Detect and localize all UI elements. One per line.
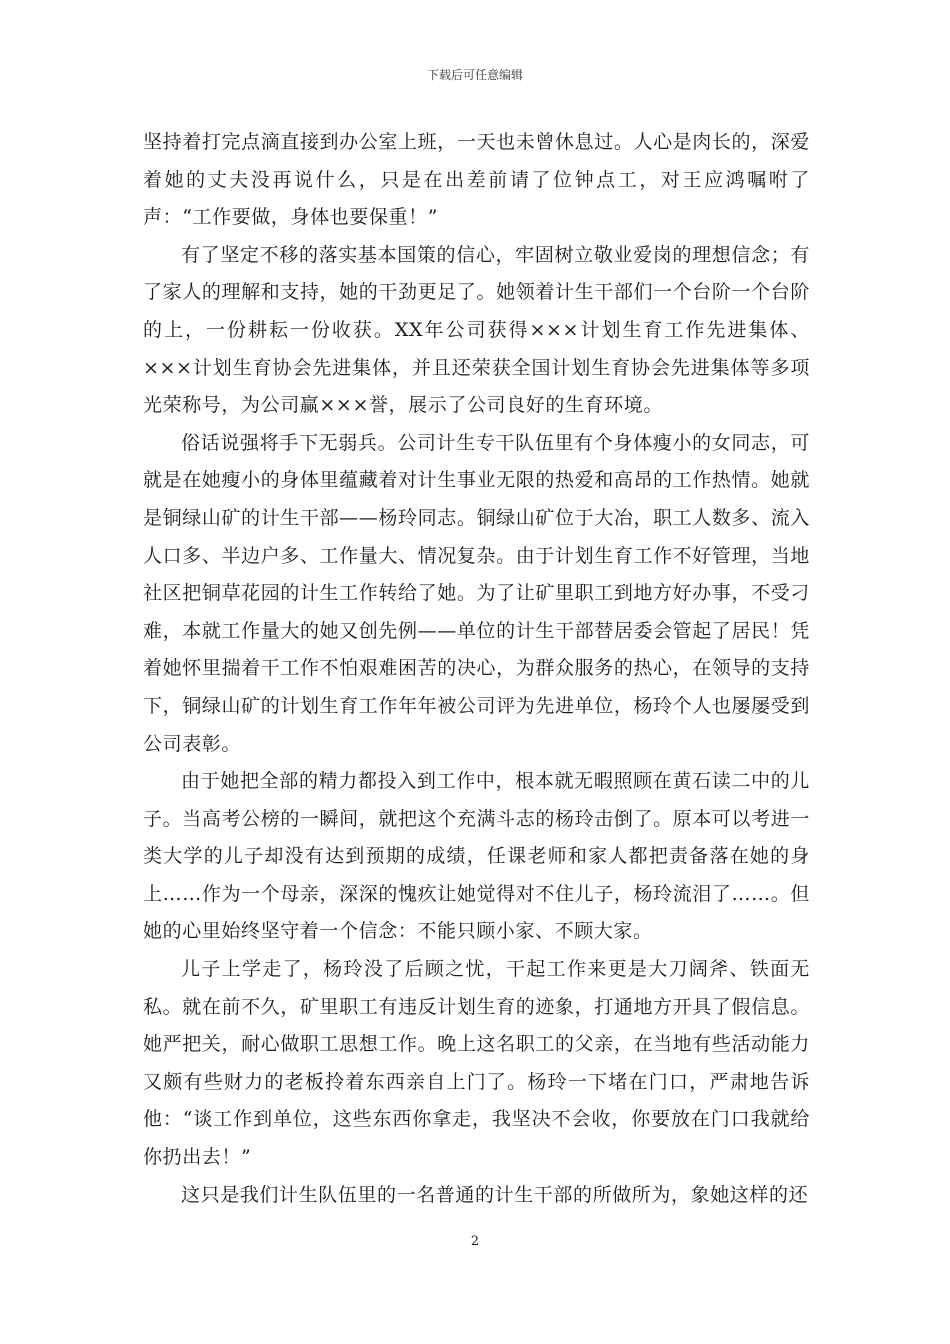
- paragraph-6: 这只是我们计生队伍里的一名普通的计生干部的所做所为，象她这样的还: [181, 1183, 809, 1206]
- paragraph-1: 坚持着打完点滴直接到办公室上班，一天也未曾休息过。人心是肉长的，深爱着她的丈夫没再说什么，只是在出差前请了位钟点工，对王应鸿嘱咐了声：“工作要做，身体也要保重！”: [143, 131, 810, 229]
- document-body: [143, 124, 810, 1214]
- paragraph-3: 俗话说强将手下无弱兵。公司计生专干队伍里有个身体瘦小的女同志，可就是在她瘦小的身体里蕴藏着对计生事业无限的热爱和高昂的工作热情。她就是铜绿山矿的计生干部——杨玲同志。铜绿山矿位于大冶，职工人数多、流入人口多、半边户多、工作量大、情况复杂。由于计划生育工作不好管理，当地社区把铜草花园的计生工作转给了她。为了让矿里职工到地方好办事，不受刁难，本就工作量大的她又创先例——单位的计生干部替居委会管起了居民！凭着她怀里揣着干工作不怕艰难困苦的决心，为群众服务的热心，在领导的支持下，铜绿山矿的计划生育工作年年被公司评为先进单位，杨玲个人也屡屡受到公司表彰。: [143, 431, 810, 755]
- paragraph-4: 由于她把全部的精力都投入到工作中，根本就无暇照顾在黄石读二中的儿子。当高考公榜的一瞬间，就把这个充满斗志的杨玲击倒了。原本可以考进一类大学的儿子却没有达到预期的成绩，任课老师和家人都把责备落在她的身上……作为一个母亲，深深的愧疚让她觉得对不住儿子，杨玲流泪了……。但她的心里始终坚守着一个信念：不能只顾小家、不顾大家。: [143, 770, 810, 943]
- page-number: 2: [470, 1234, 480, 1249]
- page-header: 下载后可任意编辑: [426, 68, 523, 82]
- paragraph-5: 儿子上学走了，杨玲没了后顾之忧，干起工作来更是大刀阔斧、铁面无私。就在前不久，矿里职工有违反计划生育的迹象，打通地方开具了假信息。她严把关，耐心做职工思想工作。晚上这名职工的父亲，在当地有些活动能力又颇有些财力的老板拎着东西亲自上门了。杨玲一下堵在门口，严肃地告诉他：“谈工作到单位，这些东西你拿走，我坚决不会收，你要放在门口我就给你扔出去！”: [143, 958, 810, 1169]
- paragraph-2: 有了坚定不移的落实基本国策的信心，牢固树立敬业爱岗的理想信念；有了家人的理解和支持，她的干劲更足了。她领着计生干部们一个台阶一个台阶的上，一份耕耘一份收获。XX年公司获得×××计划生育工作先进集体、×××计划生育协会先进集体，并且还荣获全国计划生育协会先进集体等多项光荣称号，为公司赢×××誉，展示了公司良好的生育环境。: [143, 243, 810, 417]
